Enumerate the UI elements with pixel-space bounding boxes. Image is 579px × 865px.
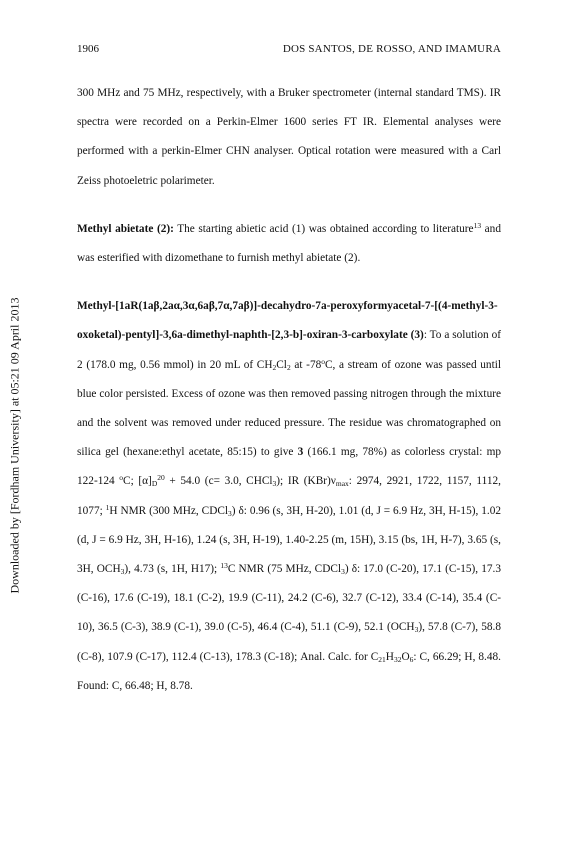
c3-h-sup: 1 [105,502,110,512]
compound-3-paragraph [77,292,501,701]
reference-13: 13 [473,220,482,230]
download-watermark: Downloaded by [Fordham University] at 05:21 09 April 2013 [7,297,22,594]
c3-sub-3c: 3 [120,567,125,577]
c3-sub-2b: 2 [286,362,291,372]
c3-formula-o-letter: O [401,650,410,663]
c3-sub-2a: 2 [272,362,277,372]
c3-alpha-sub: D [151,479,158,489]
c3-compound-number: 3 [297,446,304,459]
compound-3-heading: Methyl-[1aR(1aβ,2aα,3α,6aβ,7α,7aβ)]-decahydro-7a-peroxyformyacetal-7-[(4-methyl-3-oxoketal)-pentyl]-3,6a-dimethyl-naphth-[2,3-b]-oxiran-3-carboxylate (3) [77,300,498,342]
c3-text-h: ); IR (KBr)ν [276,475,336,488]
c3-c-sup: 13 [220,561,228,571]
c3-text-l: ), 4.73 (s, 1H, H17); [124,563,221,576]
c3-sub-3d: 3 [341,567,345,577]
c3-formula-h: 32 [393,654,402,664]
c3-sub-3a: 3 [272,479,277,489]
c3-text-j: H NMR (300 MHz, CDCl [109,504,229,517]
c3-text-m: C NMR (75 MHz, CDCl [227,563,342,576]
c3-sub-3e: 3 [414,625,419,635]
methyl-abietate-text-2: and was esterified with dizomethane to furnish methyl abietate (2). [77,222,501,265]
page-number: 1906 [77,43,99,55]
c3-text-k: ) δ: 0.96 (s, 3H, H-20), 1.01 (d, J = 6.9 Hz, 3H, H-15), 1.02 (d, J = 6.9 Hz, 3H, H-16), 1.24 (s, 3H, H-19), 1.40-2.25 (m, 15H), 3.15 (bs, 1H, H-7), 3.65 (s, 3H, OCH [77,504,501,576]
c3-text-b: Cl [276,358,287,371]
c3-text-g: + 54.0 (c= 3.0, CHCl [164,475,273,488]
c3-alpha-sup: 20 [157,473,165,483]
c3-nu-sub: max [335,479,349,489]
c3-text-n: ) δ: 17.0 (C-20), 17.1 (C-15), 17.3 (C-16), 17.6 (C-19), 18.1 (C-2), 19.9 (C-11), 24.2 (C-6), 32.7 (C-12), 33.4 (C-14), 35.4 (C-10), 36.5 (C-3), 38.9 (C-1), 39.0 (C-5), 46.4 (C-4), 51.1 (C-9), 52.1 (OCH [77,563,501,634]
c3-text-p: : C, 66.29; H, 8.48. Found: C, 66.48; H, 8.78. [77,650,501,692]
methyl-abietate-heading: Methyl abietate (2): [77,222,174,235]
c3-formula-h-letter: H [385,650,394,663]
c3-formula-c: 21 [378,654,386,664]
c3-text-o: ), 57.8 (C-7), 58.8 (C-8), 107.9 (C-17), 112.4 (C-13), 178.3 (C-18); Anal. Calc. for C [77,621,501,663]
c3-degree-1: o [321,356,325,366]
c3-text-i: : 2974, 2921, 1722, 1157, 1112, 1077; [77,475,501,517]
article-body [77,79,501,701]
c3-formula-o: 6 [409,654,414,664]
c3-text-a: : To a solution of 2 (178.0 mg, 0.56 mmol) in 20 mL of CH [77,329,501,371]
c3-text-e: (166.1 mg, 78%) as colorless crystal: mp 122-124 [77,446,502,488]
c3-text-f: C; [α] [123,475,152,488]
methyl-abietate-paragraph [77,215,501,273]
running-head: DOS SANTOS, DE ROSSO, AND IMAMURA [282,43,501,55]
c3-degree-2: o [119,473,124,483]
methyl-abietate-text-1: The starting abietic acid (1) was obtained according to literature [173,222,474,235]
c3-sub-3b: 3 [228,508,232,518]
experimental-paragraph: 300 MHz and 75 MHz, respectively, with a Bruker spectrometer (internal standard TMS). IR spectra were recorded on a Perkin-Elmer 1600 series FT IR. Elemental analyses were performed with a perkin-Elmer CHN analyser. Optical rotation were measured with a Carl Zeiss photoeletric polarimeter. [77,87,501,187]
c3-text-d: C, a stream of ozone was passed until blue color persisted. Excess of ozone was then removed passing nitrogen through the mixture and the solvent was removed under reduced pressure. The residue was chromatographed on silica gel (hexane:ethyl acetate, 85:15) to give [77,358,501,459]
c3-text-c: at -78 [290,358,322,371]
